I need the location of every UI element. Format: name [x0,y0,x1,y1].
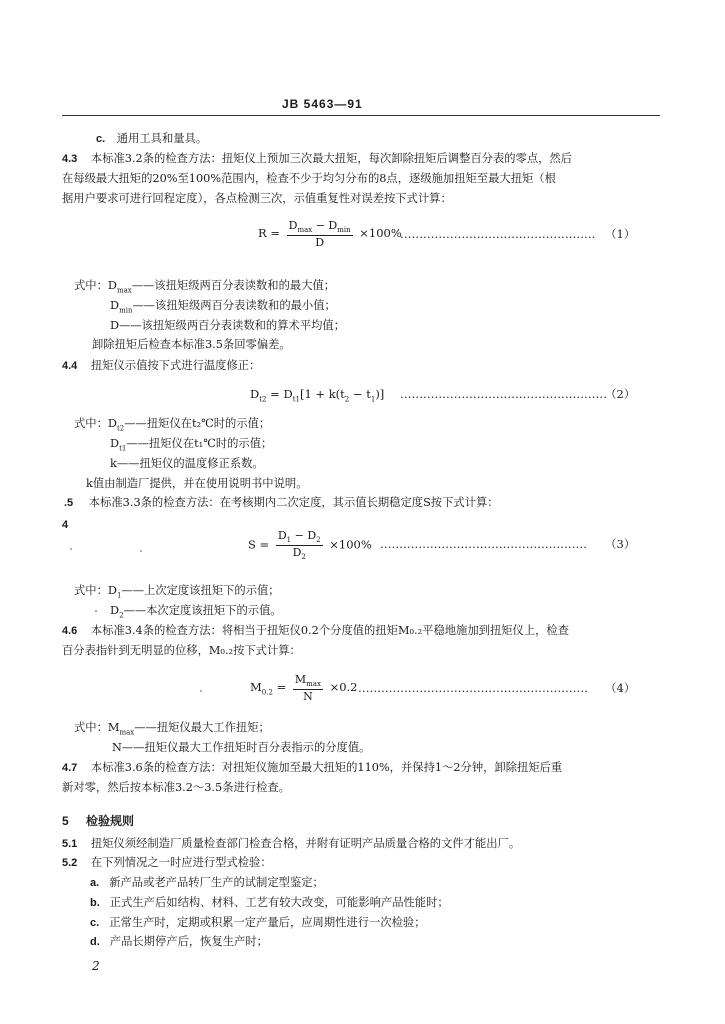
clause-4-5: .5 本标准3.3条的检查方法：在考核期内二次定度，其示值长期稳定度S按下式计算： [64,496,499,509]
where2-line2: $D_{t1}——$扭矩仪在t₁℃时的示值； [110,437,273,453]
item-label: c. [96,133,106,145]
where1-line3: D——该扭矩级两百分表读数和的算术平均值； [110,319,346,332]
list-item: d. 产品长期停产后，恢复生产时； [90,935,268,948]
where2-line3: k——扭矩仪的温度修正系数。 [110,457,264,470]
clause-4-4: 4.4 扭矩仪示值按下式进行温度修正： [62,359,261,372]
eq3-denominator: $D_2$ [292,546,306,562]
clause-number: 4.3 [62,153,78,165]
list-item: c. 正常生产时，定期或积累一定产量后，应周期性进行一次检验； [90,916,426,929]
clause-5-1: 5.1 扭矩仪须经制造厂质量检查部门检查合格，并附有证明产品质量合格的文件才能出厂。 [62,837,521,850]
eq3-numerator: $D_1 - D_2$ [277,529,321,545]
scan-speck [200,690,202,692]
header-rule [62,115,660,116]
doc-header-title: JB 5463—91 [282,97,363,111]
eq2-number: （2） [605,387,636,401]
clause-4-3-line1 [62,153,572,165]
clause-4-7-line2: 新对零，然后按本标准3.2～3.5条进行检查。 [62,781,290,794]
equation-4: $M_{0.2}$ = $\frac{M_{max}}{N}$ ×0.2 [250,673,358,704]
clause-4-6-line2: 百分表指针到无明显的位移，M₀.₂按下式计算： [62,644,301,657]
list-item: a. 新产品或老产品转厂生产的试制定型鉴定； [90,876,324,889]
clause-4-3-line3: 据用户要求可进行回程定度），各点检测三次，示值重复性对误差按下式计算： [62,192,452,205]
scan-speck [140,550,142,552]
section-5-heading: 5 检验规则 [62,814,135,828]
clause-4-6-line1: 4.6 本标准3.4条的检查方法：将相当于扭矩仪0.2个分度值的扭矩M₀.₂平稳地施加到扭矩仪上，检查 [62,624,570,637]
where2-line1: 式中：$D_{t2}——$扭矩仪在t₂℃时的示值； [74,417,271,433]
eq4-number: （4） [605,681,636,695]
eq3-fraction [276,530,323,561]
where3-line1: 式中：$D_1——$上次定度该扭矩下的示值； [74,584,280,600]
clause-5-2: 5.2 在下列情况之一时应进行型式检验： [62,856,272,869]
where1-line1: 式中：$D_{max}——$该扭矩级两百分表读数和的最大值； [74,279,336,295]
eq4-denominator: N [303,690,313,704]
equation-3: S = $\frac{D_1 - D_2}{D_2}$ ×100% [248,529,372,562]
eq1-denominator: D [315,236,325,250]
eq1-lhs: R = [258,226,280,241]
where3-line2: $D_2——$本次定度该扭矩下的示值。 [110,604,282,620]
clause-4-3-line2: 在每级最大扭矩的20%至100%范围内，检查不少于均匀分布的8点，逐级施加扭矩至最大扭矩（根 [62,172,556,185]
eq1-leader-dots: …………………………………………… [400,227,596,241]
eq3-leader-dots: ……………………………………………… [380,537,587,551]
eq4-fraction [293,674,323,702]
eq4-numerator: $M_{max}$ [294,673,321,689]
scan-speck [70,548,72,550]
where4-line1: 式中：$M_{max}——$扭矩仪最大工作扭矩； [74,721,270,737]
list-item: b. 正式生产后如结构、材料、工艺有较大改变，可能影响产品性能时； [90,896,449,909]
eq3-number: （3） [605,537,636,551]
clause-text: 本标准3.2条的检查方法：扭矩仪上预加三次最大扭矩，每次卸除扭矩后调整百分表的零点，然后 [90,152,573,165]
clause-4-5-side-number: 4 [62,519,69,531]
eq1-rhs: ×100% [359,226,402,241]
where1-note: 卸除扭矩后检查本标准3.5条回零偏差。 [92,338,291,351]
eq4-leader-dots: …………………………………………………… [358,681,588,695]
page-number: 2 [92,959,100,973]
scan-speck [95,610,97,612]
equation-2: $D_{t2} = D_{t1}[1 + k(t_2 - t_1)]$ [250,387,385,404]
eq1-numerator: $D_{max} - D_{min}$ [288,219,351,235]
item-c-tools [96,133,207,145]
eq1-fraction [287,220,353,248]
clause-4-7-line1: 4.7 本标准3.6条的检查方法：对扭矩仪施加至最大扭矩的110%，并保持1～2分钟，卸除扭矩后重 [62,761,563,774]
eq2-leader-dots: ……………………………………………… [400,387,607,401]
eq1-number: （1） [605,227,636,241]
where2-note: k值由制造厂提供，并在使用说明书中说明。 [86,477,308,490]
item-text: 通用工具和量具。 [116,132,208,145]
where4-line2: N——扭矩仪最大工作扭矩时百分表指示的分度值。 [112,741,371,754]
where1-line2: $D_{min}——$该扭矩级两百分表读数和的最小值； [110,299,336,315]
equation-1 [258,220,402,248]
